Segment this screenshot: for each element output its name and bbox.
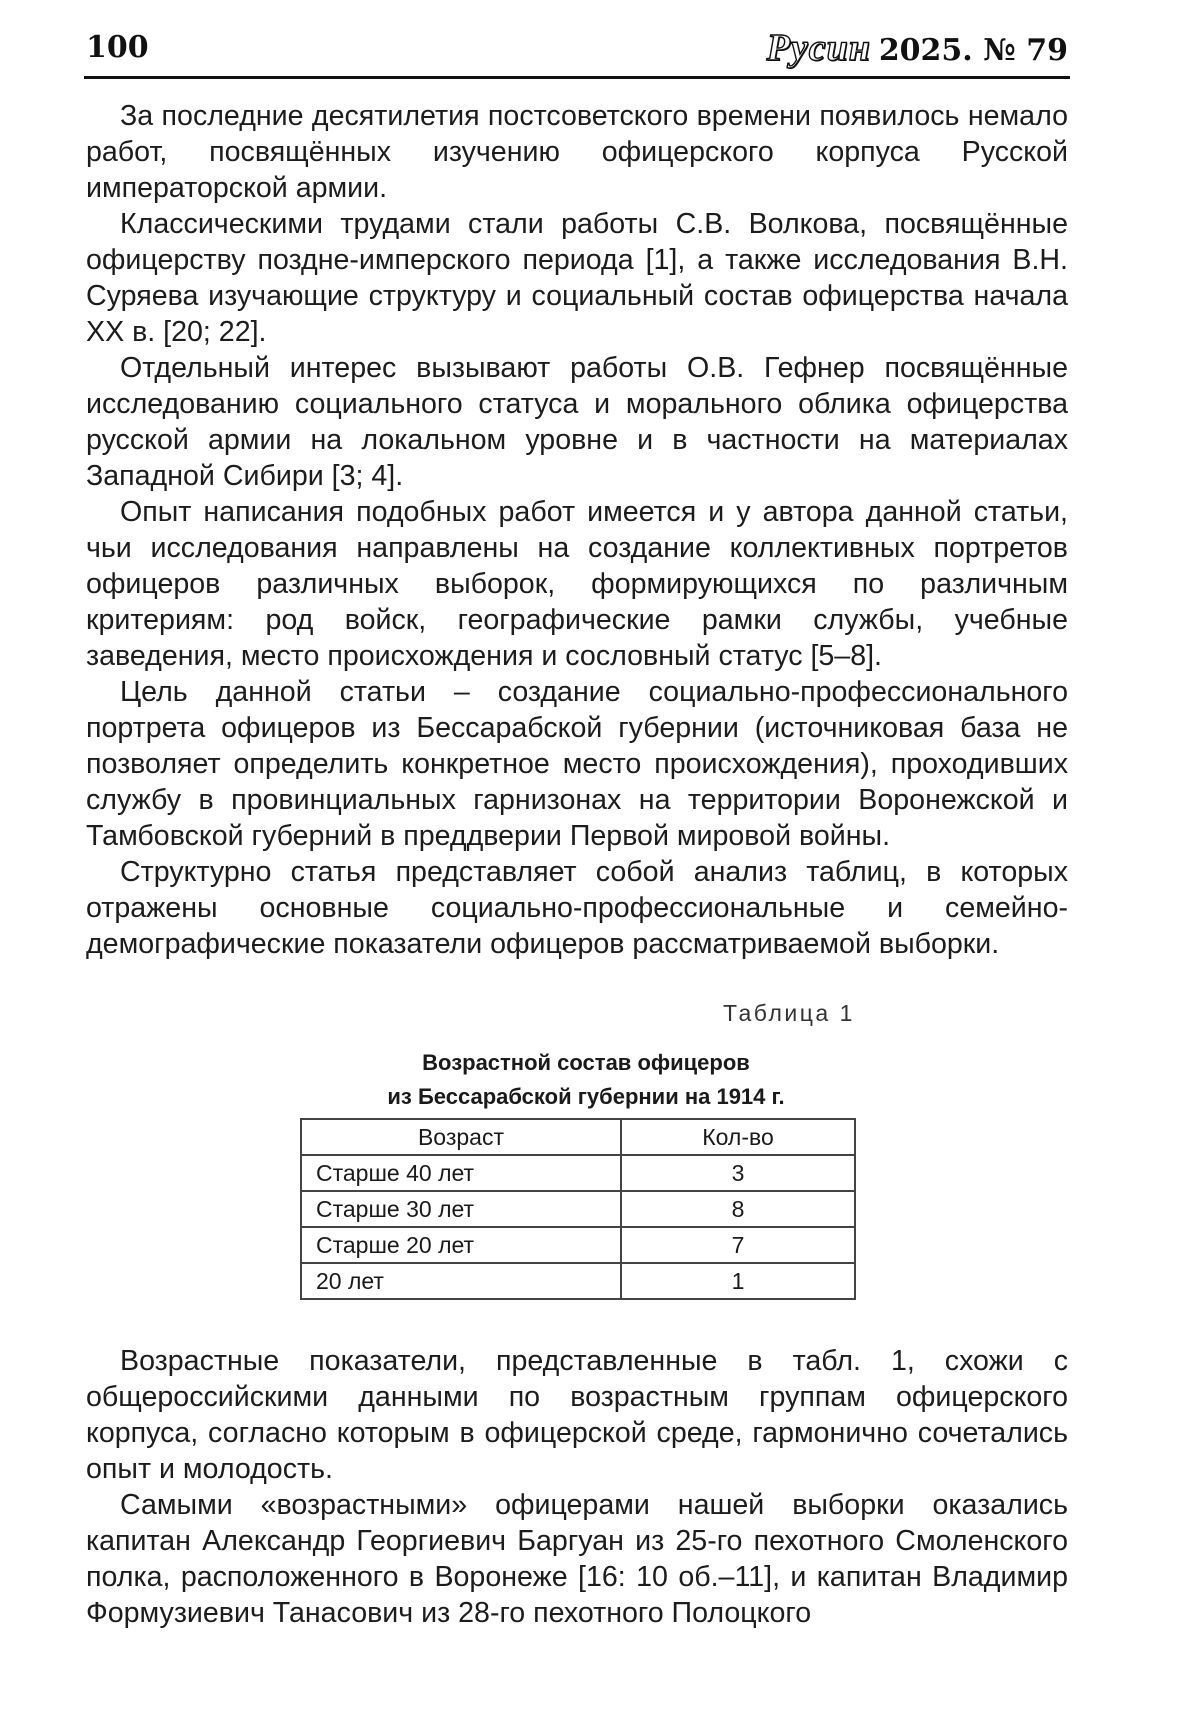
paragraph: Возрастные показатели, представленные в табл. 1, схожи с общероссийскими данными по возрастным группам офицерского корпуса, согласно которым в офицерской среде, гармонично сочетались опыт и молодость. bbox=[86, 1345, 1068, 1485]
age-cell: Старше 40 лет bbox=[301, 1155, 621, 1191]
table-row bbox=[301, 1227, 855, 1263]
table-title-line: Возрастной состав офицеров bbox=[422, 1050, 750, 1075]
age-cell: Старше 20 лет bbox=[301, 1227, 621, 1263]
count-cell: 3 bbox=[621, 1155, 855, 1191]
article-text-bottom bbox=[86, 1343, 1068, 1631]
table-header-row bbox=[301, 1119, 855, 1155]
table-label: Таблица 1 bbox=[723, 1000, 855, 1026]
age-table bbox=[300, 1118, 856, 1300]
paragraph: Структурно статья представляет собой анализ таблиц, в которых отражены основные социально-профессиональные и семейно-демографические показатели офицеров рассматриваемой выборки. bbox=[86, 856, 1068, 960]
table-row bbox=[301, 1263, 855, 1299]
header-rule bbox=[84, 76, 1070, 79]
journal-logo: Русин bbox=[766, 27, 871, 69]
table-title-line: из Бессарабской губернии на 1914 г. bbox=[387, 1084, 785, 1109]
paragraph: Цель данной статьи – создание социально-профессионального портрета офицеров из Бессарабской губернии (источниковая база не позволяет определить конкретное место происхождения), проходивших службу в провинциальных гарнизонах на территории Воронежской и Тамбовской губерний в преддверии Первой мировой войны. bbox=[86, 676, 1068, 852]
table-row bbox=[301, 1155, 855, 1191]
journal-issue: 2025. № 79 bbox=[878, 33, 1068, 68]
age-cell: Старше 30 лет bbox=[301, 1191, 621, 1227]
age-cell: 20 лет bbox=[301, 1263, 621, 1299]
column-header-age: Возраст bbox=[301, 1119, 621, 1155]
table-row bbox=[301, 1191, 855, 1227]
table-title bbox=[286, 1046, 886, 1114]
column-header-count: Кол-во bbox=[621, 1119, 855, 1155]
count-cell: 7 bbox=[621, 1227, 855, 1263]
paragraph: Классическими трудами стали работы С.В. Волкова, посвящённые офицерству поздне-имперского периода [1], а также исследования В.Н. Суряева изучающие структуру и социальный состав офицерства начала XX в. [20; 22]. bbox=[86, 208, 1068, 348]
paragraph: За последние десятилетия постсоветского времени появилось немало работ, посвящённых изучению офицерского корпуса Русской императорской армии. bbox=[86, 100, 1068, 204]
paragraph: Опыт написания подобных работ имеется и у автора данной статьи, чьи исследования направлены на создание коллективных портретов офицеров различных выборок, формирующихся по различным критериям: род войск, географические рамки службы, учебные заведения, место происхождения и сословный статус [5–8]. bbox=[86, 496, 1068, 672]
page-header bbox=[86, 28, 1068, 80]
article-text-top bbox=[86, 98, 1068, 962]
journal-title bbox=[767, 28, 1068, 71]
count-cell: 8 bbox=[621, 1191, 855, 1227]
count-cell: 1 bbox=[621, 1263, 855, 1299]
page-number: 100 bbox=[86, 30, 149, 65]
paragraph: Самыми «возрастными» офицерами нашей выборки оказались капитан Александр Георгиевич Баргуан из 25-го пехотного Смоленского полка, расположенного в Воронеже [16: 10 об.–11], и капитан Владимир Формузиевич Танасович из 28-го пехотного Полоцкого bbox=[86, 1489, 1068, 1629]
paragraph: Отдельный интерес вызывают работы О.В. Гефнер посвящённые исследованию социального статуса и морального облика офицерства русской армии на локальном уровне и в частности на материалах Западной Сибири [3; 4]. bbox=[86, 352, 1068, 492]
